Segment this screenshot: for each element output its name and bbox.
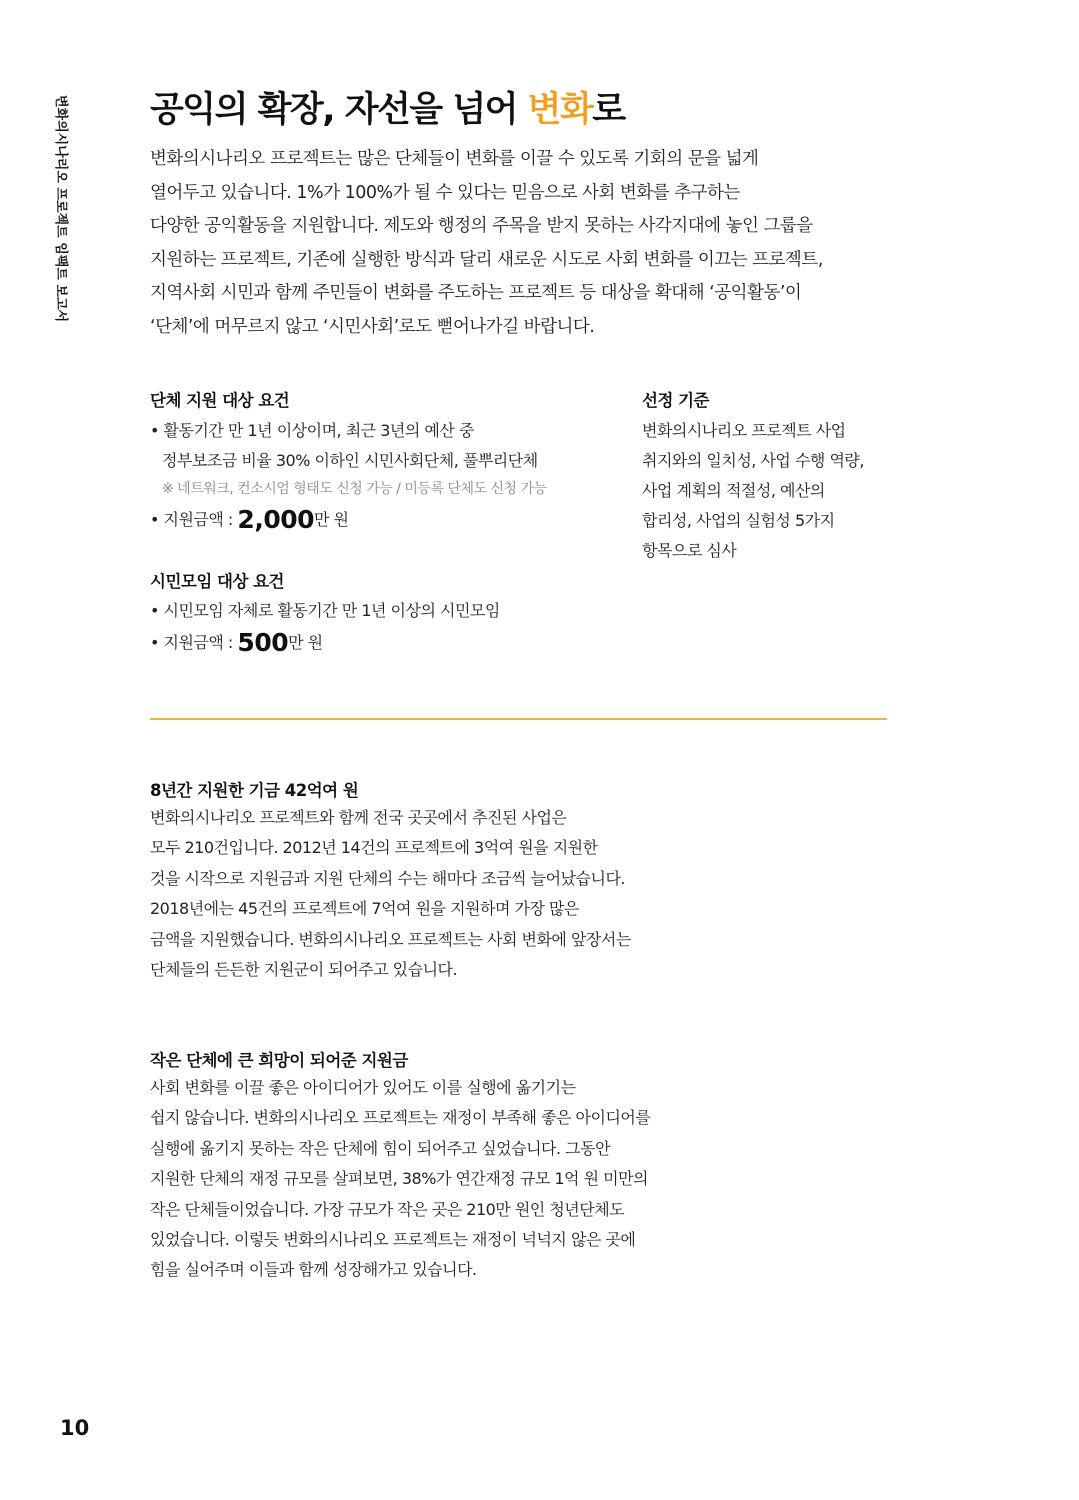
vertical-report-label bbox=[40, 95, 80, 355]
criteria-line: 사업 계획의 적절성, 예산의 bbox=[642, 481, 825, 500]
report-title-text: 변화의시나리오 프로젝트 임팩트 보고서 bbox=[53, 95, 68, 323]
paragraph-line: 모두 210건입니다. 2012년 14건의 프로젝트에 3억여 원을 지원한 bbox=[150, 838, 598, 858]
intro-line: 변화의시나리오 프로젝트는 많은 단체들이 변화를 이끌 수 있도록 기회의 문을 넓게 bbox=[150, 149, 759, 169]
title-prefix: 공익의 확장, 자선을 넘어 bbox=[150, 90, 528, 130]
title-suffix: 로 bbox=[592, 90, 625, 130]
org-requirement-note: ※ 네트워크, 컨소시엄 형태도 신청 가능 / 미등록 단체도 신청 가능 bbox=[162, 481, 547, 497]
org-requirements-heading: 단체 지원 대상 요건 bbox=[150, 391, 290, 410]
criteria-line: 취지와의 일치성, 사업 수행 역량, bbox=[642, 451, 864, 470]
paragraph-line: 쉽지 않습니다. 변화의시나리오 프로젝트는 재정이 부족해 좋은 아이디어를 bbox=[150, 1108, 651, 1128]
paragraph-line: 작은 단체들이었습니다. 가장 규모가 작은 곳은 210만 원인 청년단체도 bbox=[150, 1199, 625, 1219]
page-number: 10 bbox=[60, 1416, 90, 1440]
amount-label: • 지원금액 : bbox=[150, 510, 238, 529]
criteria-line: 항목으로 심사 bbox=[642, 541, 737, 560]
paragraph-line: 힘을 실어주며 이들과 함께 성장해가고 있습니다. bbox=[150, 1260, 477, 1280]
funding-paragraph bbox=[150, 803, 710, 985]
org-requirement-line: 정부보조금 비율 30% 이하인 시민사회단체, 풀뿌리단체 bbox=[162, 451, 538, 470]
paragraph-line: 2018년에는 45건의 프로젝트에 7억여 원을 지원하며 가장 많은 bbox=[150, 899, 579, 919]
criteria-line: 변화의시나리오 프로젝트 사업 bbox=[642, 421, 846, 440]
amount-value: 500 bbox=[237, 628, 289, 657]
criteria-line: 합리성, 사업의 실험성 5가지 bbox=[642, 511, 835, 530]
paragraph-line: 사회 변화를 이끌 좋은 아이디어가 있어도 이를 실행에 옮기기는 bbox=[150, 1078, 576, 1097]
intro-line: ‘단체’에 머무르지 않고 ‘시민사회’로도 뻗어나가길 바랍니다. bbox=[150, 316, 595, 337]
amount-unit: 만 원 bbox=[314, 510, 349, 529]
paragraph-line: 실행에 옮기지 못하는 작은 단체에 힘이 되어주고 싶었습니다. 그동안 bbox=[150, 1138, 611, 1158]
criteria-heading: 선정 기준 bbox=[642, 391, 710, 410]
funding-heading: 8년간 지원한 기금 42억여 원 bbox=[150, 781, 359, 800]
intro-line: 지원하는 프로젝트, 기존에 실행한 방식과 달리 새로운 시도로 사회 변화를 이끄는 프로젝트, bbox=[150, 249, 823, 270]
org-requirement-line: • 활동기간 만 1년 이상이며, 최근 3년의 예산 중 bbox=[150, 421, 474, 440]
intro-paragraph bbox=[150, 143, 850, 344]
section-divider bbox=[150, 718, 887, 720]
amount-unit: 만 원 bbox=[288, 633, 323, 652]
small-orgs-heading: 작은 단체에 큰 희망이 되어준 지원금 bbox=[150, 1051, 408, 1070]
amount-value: 2,000 bbox=[237, 505, 314, 534]
paragraph-line: 것을 시작으로 지원금과 지원 단체의 수는 해마다 조금씩 늘어났습니다. bbox=[150, 868, 625, 888]
title-accent: 변화 bbox=[527, 90, 593, 130]
paragraph-line: 금액을 지원했습니다. 변화의시나리오 프로젝트는 사회 변화에 앞장서는 bbox=[150, 929, 631, 949]
citizen-requirement-line: • 시민모임 자체로 활동기간 만 1년 이상의 시민모임 bbox=[150, 601, 500, 620]
paragraph-line: 지원한 단체의 재정 규모를 살펴보면, 38%가 연간재정 규모 1억 원 미만의 bbox=[150, 1169, 649, 1189]
amount-label: • 지원금액 : bbox=[150, 633, 238, 652]
paragraph-line: 있었습니다. 이렇듯 변화의시나리오 프로젝트는 재정이 넉넉지 않은 곳에 bbox=[150, 1230, 636, 1250]
intro-line: 열어두고 있습니다. 1%가 100%가 될 수 있다는 믿음으로 사회 변화를 추구하는 bbox=[150, 182, 740, 203]
org-amount bbox=[150, 505, 349, 534]
paragraph-line: 변화의시나리오 프로젝트와 함께 전국 곳곳에서 추진된 사업은 bbox=[150, 808, 567, 827]
intro-line: 지역사회 시민과 함께 주민들이 변화를 주도하는 프로젝트 등 대상을 확대해 ‘공익활동’이 bbox=[150, 283, 802, 303]
page-title bbox=[150, 82, 625, 132]
intro-line: 다양한 공익활동을 지원합니다. 제도와 행정의 주목을 받지 못하는 사각지대에 놓인 그룹을 bbox=[150, 216, 813, 236]
citizen-requirements-heading: 시민모임 대상 요건 bbox=[150, 572, 285, 591]
citizen-amount bbox=[150, 628, 323, 657]
paragraph-line: 단체들의 든든한 지원군이 되어주고 있습니다. bbox=[150, 960, 458, 980]
small-orgs-paragraph bbox=[150, 1073, 710, 1286]
